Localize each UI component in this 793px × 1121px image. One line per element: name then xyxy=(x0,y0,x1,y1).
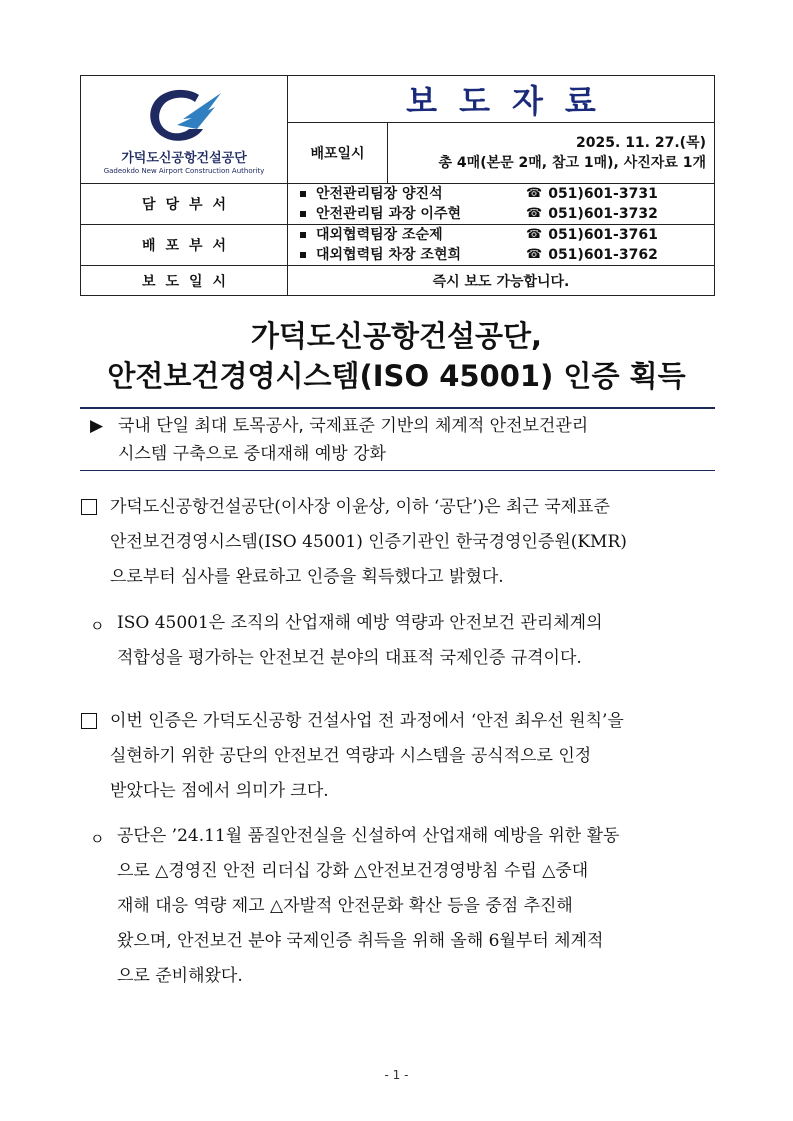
page-number: - 1 - xyxy=(384,1068,409,1082)
org-logo-icon xyxy=(143,85,225,145)
headline-line: 가덕도신공항건설공단, xyxy=(250,319,543,353)
contact-row xyxy=(300,245,714,265)
header-table xyxy=(80,75,715,296)
phone-icon: ☎ xyxy=(526,186,543,201)
body-line: 왔으며, 안전보건 분야 국제인증 취득을 위해 올해 6월부터 체계적 xyxy=(117,931,604,951)
dept-label: 담당부서 xyxy=(81,184,288,225)
body-paragraph xyxy=(117,606,603,676)
body-line: 으로 준비해왔다. xyxy=(117,966,243,986)
checkbox-square-icon xyxy=(81,499,97,515)
report-value: 즉시 보도 가능합니다. xyxy=(288,266,715,296)
logo-cell xyxy=(81,76,288,184)
circle-bullet-icon: ㅇ xyxy=(90,830,105,848)
contact-row xyxy=(300,184,714,204)
dist-contacts xyxy=(288,225,715,266)
phone-icon: ☎ xyxy=(526,247,543,262)
dist-label: 배포부서 xyxy=(81,225,288,266)
bullet-square-icon xyxy=(300,232,306,238)
press-release-title: 보도자료 xyxy=(288,76,715,123)
body-line: 받았다는 점에서 의미가 크다. xyxy=(110,781,329,801)
divider xyxy=(80,407,715,409)
phone-icon: ☎ xyxy=(526,227,543,242)
contact-name: 대외협력팀 차장 조현희 xyxy=(316,247,461,263)
contact-phone: 051)601-3732 xyxy=(548,206,658,222)
body-paragraph xyxy=(110,490,627,595)
subheadline xyxy=(90,412,720,468)
body-line: 적합성을 평가하는 안전보건 분야의 대표적 국제인증 규격이다. xyxy=(117,648,582,668)
release-pages: 총 4매(본문 2매, 참고 1매), 사진자료 1개 xyxy=(438,155,706,171)
headline xyxy=(40,316,753,396)
circle-bullet-icon: ㅇ xyxy=(90,617,105,635)
body-line: 으로 △경영진 안전 리더십 강화 △안전보건경영방침 수립 △중대 xyxy=(117,861,589,881)
contact-name: 안전관리팀장 양진석 xyxy=(316,186,443,202)
body-line: 안전보건경영시스템(ISO 45001) 인증기관인 한국경영인증원(KMR) xyxy=(110,532,627,552)
bullet-square-icon xyxy=(300,252,306,258)
dept-contacts xyxy=(288,184,715,225)
body-line: ISO 45001은 조직의 산업재해 예방 역량과 안전보건 관리체계의 xyxy=(117,613,603,633)
body-line: 가덕도신공항건설공단(이사장 이윤상, 이하 ‘공단’)은 최근 국제표준 xyxy=(110,497,610,517)
contact-row xyxy=(300,225,714,245)
org-name-en: Gadeokdo New Airport Construction Authority xyxy=(103,166,265,175)
contact-phone: 051)601-3762 xyxy=(548,247,658,263)
body-line: 이번 인증은 가덕도신공항 건설사업 전 과정에서 ‘안전 최우선 원칙’을 xyxy=(110,711,624,731)
bullet-square-icon xyxy=(300,211,306,217)
subheadline-line: 시스템 구축으로 중대재해 예방 강화 xyxy=(118,444,386,464)
release-info xyxy=(388,123,715,184)
divider xyxy=(80,470,715,471)
release-label: 배포일시 xyxy=(288,123,388,184)
bullet-square-icon xyxy=(300,191,306,197)
subheadline-line: 국내 단일 최대 토목공사, 국제표준 기반의 체계적 안전보건관리 xyxy=(118,416,589,436)
phone-icon: ☎ xyxy=(526,206,543,221)
release-date: 2025. 11. 27.(목) xyxy=(576,135,706,151)
contact-name: 안전관리팀 과장 이주현 xyxy=(316,206,461,222)
contact-phone: 051)601-3731 xyxy=(548,186,658,202)
body-paragraph xyxy=(117,819,619,994)
body-paragraph xyxy=(110,704,624,809)
contact-row xyxy=(300,204,714,224)
body-line: 공단은 ’24.11월 품질안전실을 신설하여 산업재해 예방을 위한 활동 xyxy=(117,826,620,846)
headline-line: 안전보건경영시스템(ISO 45001) 인증 획득 xyxy=(107,359,686,393)
body-line: 실현하기 위한 공단의 안전보건 역량과 시스템을 공식적으로 인정 xyxy=(110,746,592,766)
report-label: 보도일시 xyxy=(81,266,288,296)
org-name-ko: 가덕도신공항건설공단 xyxy=(121,150,247,166)
contact-phone: 051)601-3761 xyxy=(548,227,658,243)
checkbox-square-icon xyxy=(81,713,97,729)
body-line: 재해 대응 역량 제고 △자발적 안전문화 확산 등을 중점 추진해 xyxy=(117,896,573,916)
triangle-right-icon: ▶ xyxy=(90,416,104,436)
body-line: 으로부터 심사를 완료하고 인증을 획득했다고 밝혔다. xyxy=(110,567,504,587)
contact-name: 대외협력팀장 조순제 xyxy=(316,227,443,243)
